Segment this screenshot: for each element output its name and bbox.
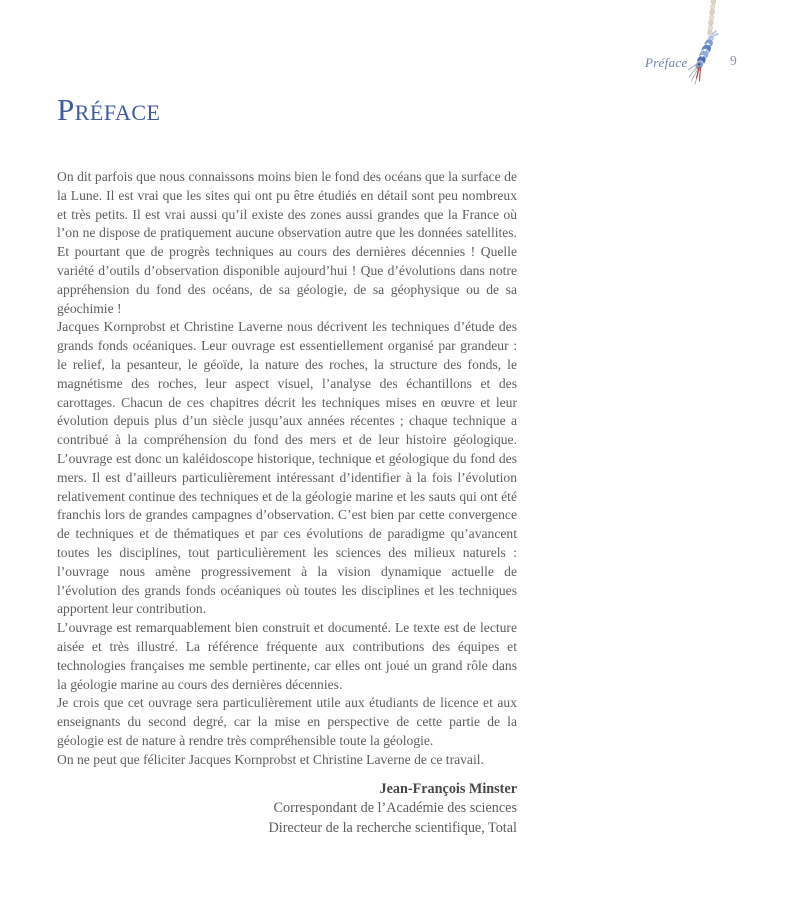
chapter-title: Préface — [57, 92, 161, 127]
text-column — [57, 92, 517, 838]
signature-name: Jean-François Minster — [379, 780, 517, 797]
paragraph-2: Jacques Kornprobst et Christine Laverne nous décrivent les techniques d’étude des grands fonds océaniques. Leur ouvrage est essentiellement organisé par grandeur : le relief, la pesanteur, le géoïde, la nature des roches, la structure des fonds, le magnétisme des roches, leur aspect visuel, l’analyse des échantillons et des carottages. Chacun de ces chapitres décrit les techniques mises en œuvre et leur évolution depuis plus d’un siècle jusqu’aux années récentes ; chaque technique a contribué à la compréhension du fond des mers et de leur histoire géologique. L’ouvrage est donc un kaléidoscope historique, technique et géologique du fond des mers. Il est d’ailleurs particulièrement intéressant d’identifier à la fois l’évolution relativement continue des techniques et de la géologie marine et les sauts qui ont été franchis lors de grandes campagnes d’observation. C’est bien par cette convergence de techniques et de thématiques et par ces évolutions de paradigme qu’avancent toutes les disciplines, tout particulièrement les sciences des milieux naturels : l’ouvrage nous amène progressivement à la vision dynamique actuelle de l’évolution des grands fonds océaniques où toutes les disciplines et les techniques apportent leur contribution. — [57, 319, 517, 617]
shrimp-pendant-icon — [684, 0, 736, 92]
signature-role-2: Directeur de la recherche scientifique, Total — [268, 819, 517, 836]
preface-body — [57, 168, 517, 770]
signature-role-1: Correspondant de l’Académie des sciences — [273, 800, 517, 816]
paragraph-5: On ne peut que féliciter Jacques Kornprobst et Christine Laverne de ce travail. — [57, 751, 484, 767]
shrimp-on-chain-illustration — [684, 0, 736, 92]
paragraph-1: On dit parfois que nous connaissons moins bien le fond des océans que la surface de la Lune. Il est vrai que les sites qui ont pu être étudiés en détail sont peu nombreux et très petits. Il est vrai aussi qu’il existe des zones aussi grandes que la France où l’on ne dispose de pratiquement aucune observation autre que les données satellites. Et pourtant que de progrès techniques au cours des dernières décennies ! Quelle variété d’outils d’observation disponible aujourd’hui ! Que d’évolutions dans notre appréhension du fond des océans, de sa géologie, de sa géophysique ou de sa géochimie ! — [57, 169, 517, 316]
paragraph-3: L’ouvrage est remarquablement bien construit et documenté. Le texte est de lecture aisée et très illustré. La référence fréquente aux contributions des équipes et technologies françaises me semble pertinente, car elles ont joué un grand rôle dans la géologie marine au cours des dernières décennies. — [57, 620, 517, 692]
page-number: 9 — [730, 53, 737, 68]
paragraph-4: Je crois que cet ouvrage sera particulièrement utile aux étudiants de licence et aux enseignants du second degré, car la mise en perspective de cette partie de la géologie est de nature à rendre très compréhensible toute la géologie. — [57, 695, 517, 748]
signature-block — [57, 780, 517, 839]
running-title: Préface — [645, 55, 688, 70]
